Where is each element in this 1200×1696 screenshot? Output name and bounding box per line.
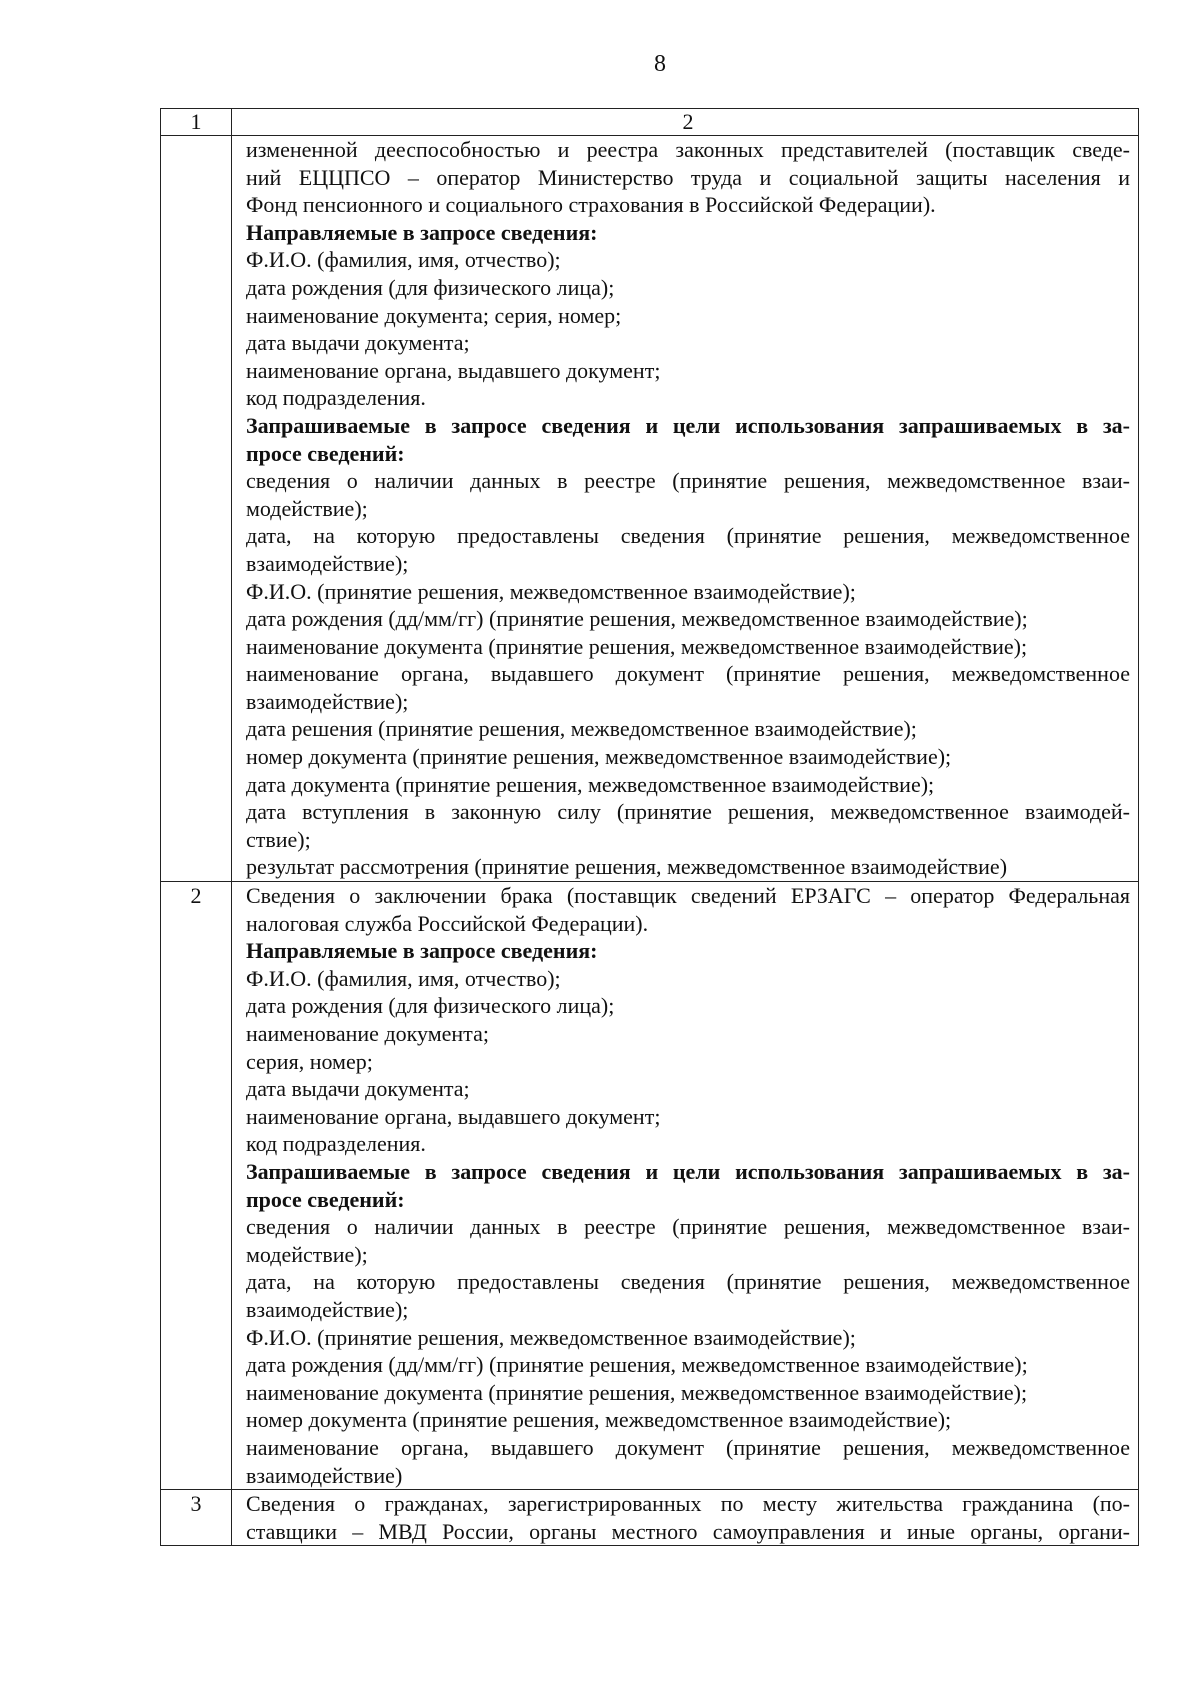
section-heading-line: Запрашиваемые в запросе сведения и цели использования запрашиваемых в за- (246, 412, 1130, 438)
text-line: код подразделения. (246, 1131, 426, 1157)
text-line: сведения о наличии данных в реестре (принятие решения, межведомственное взаи- (246, 1214, 1130, 1240)
section-heading-line: Запрашиваемые в запросе сведения и цели использования запрашиваемых в за- (246, 1158, 1130, 1184)
text-line: ствие); (246, 826, 311, 852)
table-row (161, 1490, 1139, 1546)
text-line: код подразделения. (246, 385, 426, 411)
text-line: результат рассмотрения (принятие решения, межведомственное взаимодействие) (246, 854, 1008, 880)
text-line: дата рождения (для физического лица); (246, 993, 615, 1019)
text-line: дата решения (принятие решения, межведомственное взаимодействие); (246, 716, 917, 742)
text-line: дата выдачи документа; (246, 1076, 470, 1102)
text-line: Ф.И.О. (принятие решения, межведомственное взаимодействие); (246, 1324, 856, 1350)
row-number: 2 (161, 882, 232, 1490)
text-line: Ф.И.О. (принятие решения, межведомственное взаимодействие); (246, 578, 856, 604)
text-line: наименование органа, выдавшего документ (принятие решения, межведомственное (246, 661, 1130, 687)
section-heading-line: просе сведений: (246, 1186, 405, 1212)
section-heading-line: Направляемые в запросе сведения: (246, 219, 598, 245)
text-line: наименование документа (принятие решения, межведомственное взаимодействие); (246, 633, 1028, 659)
text-line: наименование органа, выдавшего документ; (246, 357, 661, 383)
text-line: дата выдачи документа; (246, 330, 470, 356)
text-line: дата вступления в законную силу (принятие решения, межведомственное взаимодей- (246, 799, 1130, 825)
row-content (232, 136, 1139, 882)
text-line: измененной дееспособностью и реестра законных представителей (поставщик сведе- (246, 137, 1130, 162)
text-line: наименование документа; (246, 1021, 489, 1046)
text-line: Ф.И.О. (фамилия, имя, отчество); (246, 965, 561, 991)
section-heading-line: Направляемые в запросе сведения: (246, 938, 598, 964)
page-number: 8 (654, 51, 666, 77)
table-row (161, 882, 1139, 1490)
text-line: ставщики – МВД России, органы местного самоуправления и иные органы, органи- (246, 1518, 1130, 1544)
text-line: модействие); (246, 495, 368, 521)
text-line: серия, номер; (246, 1048, 373, 1074)
text-line: Фонд пенсионного и социального страхования в Российской Федерации). (246, 192, 936, 218)
text-line: дата рождения (дд/мм/гг) (принятие решения, межведомственное взаимодействие); (246, 606, 1028, 632)
text-line: дата, на которую предоставлены сведения (принятие решения, межведомственное (246, 523, 1130, 549)
text-line: Сведения о гражданах, зарегистрированных по месту жительства гражданина (по- (246, 1491, 1130, 1517)
table-row (161, 136, 1139, 882)
text-line: взаимодействие); (246, 688, 409, 714)
text-line: сведения о наличии данных в реестре (принятие решения, межведомственное взаи- (246, 468, 1130, 494)
row-content (232, 882, 1139, 1490)
text-line: взаимодействие) (246, 1462, 403, 1488)
row-content (232, 1490, 1139, 1546)
text-line: наименование органа, выдавшего документ; (246, 1103, 661, 1129)
text-line: дата документа (принятие решения, межведомственное взаимодействие); (246, 771, 935, 797)
row-number: 3 (161, 1490, 232, 1546)
document-table (160, 108, 1139, 1546)
text-line: Сведения о заключении брака (поставщик сведений ЕРЗАГС – оператор Федеральная (246, 883, 1130, 909)
text-line: Ф.И.О. (фамилия, имя, отчество); (246, 247, 561, 273)
text-line: взаимодействие); (246, 1296, 409, 1322)
section-heading-line: просе сведений: (246, 440, 405, 466)
text-line: взаимодействие); (246, 550, 409, 576)
text-line: модействие); (246, 1241, 368, 1267)
text-line: номер документа (принятие решения, межведомственное взаимодействие); (246, 744, 952, 770)
text-line: дата, на которую предоставлены сведения (принятие решения, межведомственное (246, 1269, 1130, 1295)
text-line: налоговая служба Российской Федерации). (246, 910, 649, 936)
table-header-row (161, 109, 1139, 136)
text-line: наименование документа (принятие решения, межведомственное взаимодействие); (246, 1379, 1028, 1405)
text-line: наименование органа, выдавшего документ (принятие решения, межведомственное (246, 1434, 1130, 1460)
text-line: дата рождения (для физического лица); (246, 274, 615, 300)
text-line: наименование документа; серия, номер; (246, 302, 622, 328)
text-line: номер документа (принятие решения, межведомственное взаимодействие); (246, 1407, 952, 1433)
header-col-2: 2 (232, 109, 1139, 136)
header-col-1: 1 (161, 109, 232, 136)
row-number (161, 136, 232, 882)
text-line: дата рождения (дд/мм/гг) (принятие решения, межведомственное взаимодействие); (246, 1352, 1028, 1378)
text-line: ний ЕЦЦПСО – оператор Министерство труда и социальной защиты населения и (246, 164, 1130, 190)
